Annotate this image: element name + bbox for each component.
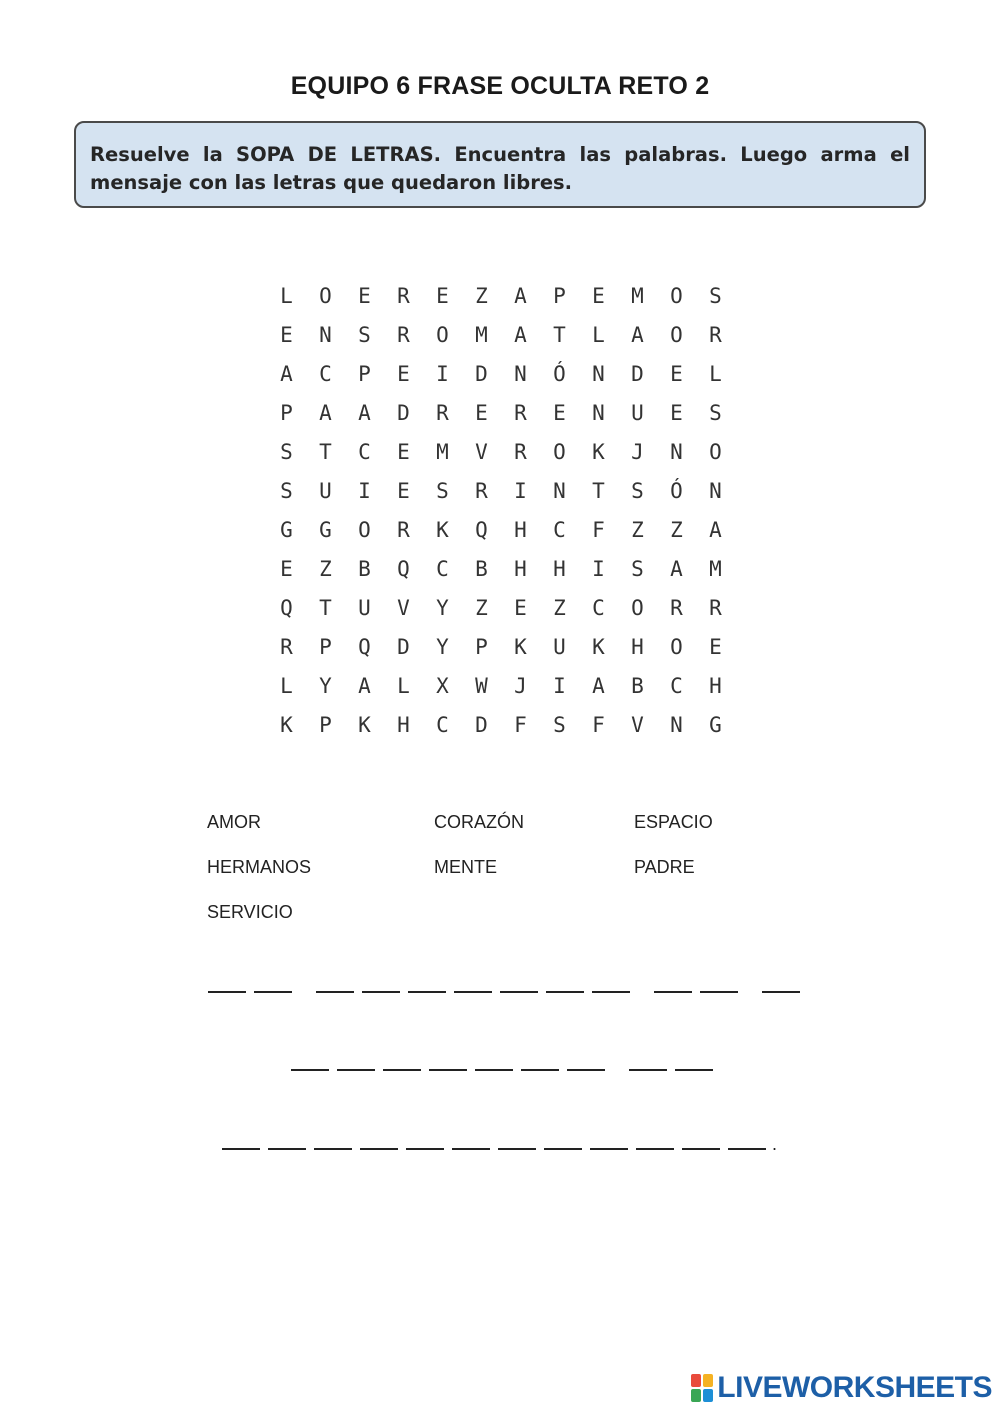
- grid-letter[interactable]: G: [709, 712, 722, 737]
- grid-letter[interactable]: D: [397, 400, 410, 425]
- word-list-item: MENTE: [434, 857, 497, 877]
- grid-letter[interactable]: V: [631, 712, 644, 737]
- grid-letter[interactable]: Ó: [553, 361, 566, 386]
- grid-letter[interactable]: B: [358, 556, 371, 581]
- grid-letter[interactable]: E: [670, 400, 683, 425]
- grid-letter[interactable]: K: [514, 634, 527, 659]
- grid-letter[interactable]: A: [631, 322, 644, 347]
- grid-letter[interactable]: B: [475, 556, 488, 581]
- grid-letter[interactable]: Z: [670, 517, 683, 542]
- grid-letter[interactable]: P: [553, 283, 566, 308]
- grid-letter[interactable]: W: [475, 673, 488, 698]
- grid-letter[interactable]: F: [592, 517, 605, 542]
- grid-letter[interactable]: C: [436, 556, 449, 581]
- grid-letter[interactable]: L: [592, 322, 605, 347]
- grid-letter[interactable]: M: [475, 322, 488, 347]
- grid-letter[interactable]: E: [709, 634, 722, 659]
- word-list-item: ESPACIO: [634, 812, 713, 832]
- grid-letter[interactable]: P: [358, 361, 371, 386]
- grid-letter[interactable]: E: [397, 478, 410, 503]
- letter-blank[interactable]: [254, 991, 292, 993]
- grid-letter[interactable]: O: [670, 283, 683, 308]
- grid-letter[interactable]: P: [280, 400, 293, 425]
- grid-letter[interactable]: P: [319, 712, 332, 737]
- grid-letter[interactable]: E: [553, 400, 566, 425]
- grid-letter[interactable]: K: [592, 634, 605, 659]
- grid-letter[interactable]: R: [397, 322, 410, 347]
- grid-letter[interactable]: R: [436, 400, 449, 425]
- grid-letter[interactable]: C: [436, 712, 449, 737]
- letter-blank[interactable]: [498, 1148, 536, 1150]
- grid-letter[interactable]: A: [592, 673, 605, 698]
- grid-letter[interactable]: Z: [319, 556, 332, 581]
- letter-blank[interactable]: [654, 991, 692, 993]
- grid-letter[interactable]: T: [592, 478, 605, 503]
- grid-letter[interactable]: E: [475, 400, 488, 425]
- letter-blank[interactable]: [500, 991, 538, 993]
- grid-letter[interactable]: F: [514, 712, 527, 737]
- grid-letter[interactable]: H: [514, 556, 527, 581]
- grid-letter[interactable]: H: [631, 634, 644, 659]
- grid-letter[interactable]: M: [631, 283, 644, 308]
- grid-letter[interactable]: N: [709, 478, 722, 503]
- grid-letter[interactable]: K: [436, 517, 449, 542]
- grid-letter[interactable]: Q: [280, 595, 293, 620]
- grid-letter[interactable]: K: [280, 712, 293, 737]
- instructions-box: [74, 121, 926, 208]
- grid-letter[interactable]: L: [280, 283, 293, 308]
- letter-blank[interactable]: [316, 991, 354, 993]
- grid-letter[interactable]: A: [358, 673, 371, 698]
- grid-letter[interactable]: Z: [475, 595, 488, 620]
- grid-letter[interactable]: L: [397, 673, 410, 698]
- grid-letter[interactable]: O: [553, 439, 566, 464]
- word-list-item: PADRE: [634, 857, 695, 877]
- grid-letter[interactable]: I: [592, 556, 605, 581]
- grid-letter[interactable]: S: [280, 478, 293, 503]
- letter-blank[interactable]: [700, 991, 738, 993]
- grid-letter[interactable]: O: [358, 517, 371, 542]
- logo-icon: [691, 1374, 713, 1402]
- letter-blank[interactable]: [546, 991, 584, 993]
- grid-letter[interactable]: O: [670, 634, 683, 659]
- grid-letter[interactable]: U: [358, 595, 371, 620]
- grid-letter[interactable]: R: [709, 595, 722, 620]
- grid-letter[interactable]: R: [514, 400, 527, 425]
- grid-letter[interactable]: O: [709, 439, 722, 464]
- grid-letter[interactable]: E: [397, 361, 410, 386]
- grid-letter[interactable]: C: [592, 595, 605, 620]
- grid-letter[interactable]: K: [358, 712, 371, 737]
- grid-letter[interactable]: N: [319, 322, 332, 347]
- grid-letter[interactable]: R: [280, 634, 293, 659]
- grid-letter[interactable]: X: [436, 673, 449, 698]
- grid-letter[interactable]: I: [514, 478, 527, 503]
- grid-letter[interactable]: G: [280, 517, 293, 542]
- word-list-item: CORAZÓN: [434, 812, 524, 832]
- grid-letter[interactable]: R: [709, 322, 722, 347]
- grid-letter[interactable]: P: [475, 634, 488, 659]
- grid-letter[interactable]: L: [709, 361, 722, 386]
- grid-letter[interactable]: E: [436, 283, 449, 308]
- grid-letter[interactable]: B: [631, 673, 644, 698]
- grid-letter[interactable]: C: [319, 361, 332, 386]
- grid-letter[interactable]: I: [436, 361, 449, 386]
- word-list-item: AMOR: [207, 812, 261, 832]
- grid-letter[interactable]: C: [670, 673, 683, 698]
- letter-blank[interactable]: [682, 1148, 720, 1150]
- grid-letter[interactable]: D: [631, 361, 644, 386]
- grid-letter[interactable]: U: [631, 400, 644, 425]
- grid-letter[interactable]: Y: [436, 595, 449, 620]
- word-search-grid[interactable]: [267, 276, 735, 744]
- grid-letter[interactable]: U: [319, 478, 332, 503]
- letter-blank[interactable]: [360, 1148, 398, 1150]
- letter-blank[interactable]: [337, 1069, 375, 1071]
- grid-letter[interactable]: S: [436, 478, 449, 503]
- grid-letter[interactable]: F: [592, 712, 605, 737]
- letter-blank[interactable]: [291, 1069, 329, 1071]
- grid-letter[interactable]: O: [670, 322, 683, 347]
- grid-letter[interactable]: Ó: [670, 478, 683, 503]
- letter-blank[interactable]: [383, 1069, 421, 1071]
- logo-text: LIVEWORKSHEETS: [717, 1371, 992, 1404]
- grid-letter[interactable]: S: [631, 478, 644, 503]
- grid-letter[interactable]: D: [397, 634, 410, 659]
- letter-blank[interactable]: [314, 1148, 352, 1150]
- grid-letter[interactable]: O: [319, 283, 332, 308]
- grid-letter[interactable]: A: [358, 400, 371, 425]
- grid-letter[interactable]: S: [553, 712, 566, 737]
- grid-letter[interactable]: A: [670, 556, 683, 581]
- letter-blank[interactable]: [429, 1069, 467, 1071]
- grid-letter[interactable]: Q: [397, 556, 410, 581]
- grid-letter[interactable]: I: [553, 673, 566, 698]
- grid-letter[interactable]: R: [397, 283, 410, 308]
- grid-letter[interactable]: M: [436, 439, 449, 464]
- letter-blank[interactable]: [408, 991, 446, 993]
- grid-letter[interactable]: E: [397, 439, 410, 464]
- grid-letter[interactable]: N: [592, 400, 605, 425]
- grid-letter[interactable]: M: [709, 556, 722, 581]
- grid-letter[interactable]: V: [397, 595, 410, 620]
- answer-end-mark: .: [772, 1134, 778, 1154]
- grid-letter[interactable]: Y: [319, 673, 332, 698]
- letter-blank[interactable]: [452, 1148, 490, 1150]
- letter-blank[interactable]: [208, 991, 246, 993]
- grid-letter[interactable]: D: [475, 361, 488, 386]
- grid-letter[interactable]: H: [397, 712, 410, 737]
- grid-letter[interactable]: S: [709, 400, 722, 425]
- grid-letter[interactable]: T: [319, 439, 332, 464]
- answer-line[interactable]: [291, 1051, 721, 1071]
- grid-letter[interactable]: N: [592, 361, 605, 386]
- grid-letter[interactable]: E: [280, 556, 293, 581]
- grid-letter[interactable]: S: [358, 322, 371, 347]
- grid-letter[interactable]: H: [709, 673, 722, 698]
- letter-blank[interactable]: [675, 1069, 713, 1071]
- grid-letter[interactable]: L: [280, 673, 293, 698]
- grid-letter[interactable]: C: [358, 439, 371, 464]
- grid-letter[interactable]: A: [319, 400, 332, 425]
- grid-letter[interactable]: A: [280, 361, 293, 386]
- letter-blank[interactable]: [362, 991, 400, 993]
- letter-blank[interactable]: [636, 1148, 674, 1150]
- grid-letter[interactable]: R: [670, 595, 683, 620]
- grid-letter[interactable]: Z: [475, 283, 488, 308]
- liveworksheets-logo: [691, 1369, 992, 1407]
- grid-letter[interactable]: E: [358, 283, 371, 308]
- grid-letter[interactable]: R: [397, 517, 410, 542]
- letter-blank[interactable]: [590, 1148, 628, 1150]
- grid-letter[interactable]: H: [514, 517, 527, 542]
- grid-letter[interactable]: O: [436, 322, 449, 347]
- page-title: EQUIPO 6 FRASE OCULTA RETO 2: [290, 72, 710, 100]
- grid-letter[interactable]: A: [514, 322, 527, 347]
- grid-letter[interactable]: T: [553, 322, 566, 347]
- grid-letter[interactable]: J: [514, 673, 527, 698]
- grid-letter[interactable]: E: [280, 322, 293, 347]
- grid-letter[interactable]: H: [553, 556, 566, 581]
- grid-letter[interactable]: N: [670, 712, 683, 737]
- grid-letter[interactable]: A: [514, 283, 527, 308]
- grid-letter[interactable]: N: [670, 439, 683, 464]
- grid-letter[interactable]: I: [358, 478, 371, 503]
- grid-letter[interactable]: G: [319, 517, 332, 542]
- word-list-item: HERMANOS: [207, 857, 312, 877]
- letter-blank[interactable]: [592, 991, 630, 993]
- grid-letter[interactable]: U: [553, 634, 566, 659]
- grid-letter[interactable]: Y: [436, 634, 449, 659]
- letter-blank[interactable]: [475, 1069, 513, 1071]
- instructions-text: Resuelve la SOPA DE LETRAS. Encuentra las palabras. Luego arma el mensaje con las letras que quedaron libres.: [90, 143, 910, 194]
- grid-letter[interactable]: S: [631, 556, 644, 581]
- grid-letter[interactable]: D: [475, 712, 488, 737]
- answer-line[interactable]: [208, 973, 808, 993]
- grid-letter[interactable]: E: [592, 283, 605, 308]
- grid-letter[interactable]: S: [280, 439, 293, 464]
- letter-blank[interactable]: [454, 991, 492, 993]
- letter-blank[interactable]: [728, 1148, 766, 1150]
- grid-letter[interactable]: R: [514, 439, 527, 464]
- answer-line[interactable]: [222, 1130, 778, 1154]
- letter-blank[interactable]: [268, 1148, 306, 1150]
- letter-blank[interactable]: [222, 1148, 260, 1150]
- grid-letter[interactable]: T: [319, 595, 332, 620]
- grid-letter[interactable]: S: [709, 283, 722, 308]
- grid-letter[interactable]: N: [553, 478, 566, 503]
- grid-letter[interactable]: A: [709, 517, 722, 542]
- grid-letter[interactable]: N: [514, 361, 527, 386]
- letter-blank[interactable]: [762, 991, 800, 993]
- letter-blank[interactable]: [406, 1148, 444, 1150]
- grid-letter[interactable]: J: [631, 439, 644, 464]
- letter-blank[interactable]: [567, 1069, 605, 1071]
- grid-letter[interactable]: R: [475, 478, 488, 503]
- letter-blank[interactable]: [629, 1069, 667, 1071]
- grid-letter[interactable]: Q: [358, 634, 371, 659]
- grid-letter[interactable]: Z: [631, 517, 644, 542]
- grid-letter[interactable]: E: [670, 361, 683, 386]
- grid-letter[interactable]: V: [475, 439, 488, 464]
- letter-blank[interactable]: [521, 1069, 559, 1071]
- grid-letter[interactable]: Z: [553, 595, 566, 620]
- grid-letter[interactable]: O: [631, 595, 644, 620]
- grid-letter[interactable]: Q: [475, 517, 488, 542]
- word-list-item: SERVICIO: [207, 902, 293, 922]
- grid-letter[interactable]: K: [592, 439, 605, 464]
- grid-letter[interactable]: E: [514, 595, 527, 620]
- letter-blank[interactable]: [544, 1148, 582, 1150]
- grid-letter[interactable]: P: [319, 634, 332, 659]
- grid-letter[interactable]: C: [553, 517, 566, 542]
